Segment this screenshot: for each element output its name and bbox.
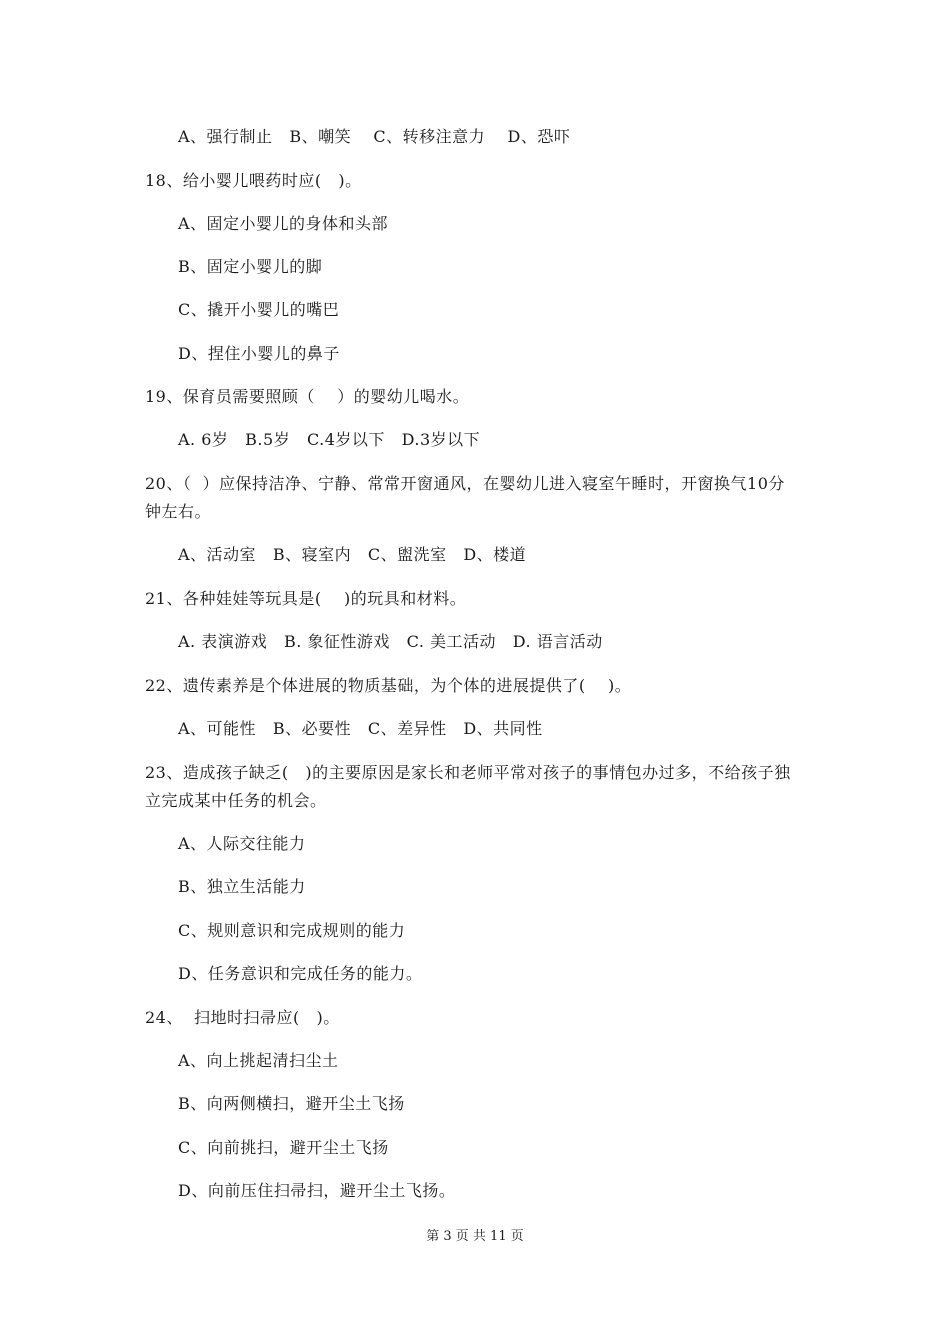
question-21: 21、各种娃娃等玩具是( )的玩具和材料。 <box>145 589 467 608</box>
q23-option-c: C、规则意识和完成规则的能力 <box>178 921 406 940</box>
q22-options: A、可能性 B、必要性 C、差异性 D、共同性 <box>178 719 543 738</box>
q18-option-b: B、固定小婴儿的脚 <box>178 257 323 276</box>
q18-option-d: D、捏住小婴儿的鼻子 <box>178 344 340 363</box>
q18-option-c: C、撬开小婴儿的嘴巴 <box>178 300 340 319</box>
q24-option-d: D、向前压住扫帚扫，避开尘土飞扬。 <box>178 1181 456 1200</box>
q17-options: A、强行制止 B、嘲笑 C、转移注意力 D、恐吓 <box>178 127 571 146</box>
q19-options: A. 6岁 B.5岁 C.4岁以下 D.3岁以下 <box>178 430 481 449</box>
question-23-cont: 立完成某中任务的机会。 <box>145 791 327 810</box>
page-footer: 第 3 页 共 11 页 <box>426 1229 524 1244</box>
q20-options: A、活动室 B、寝室内 C、盥洗室 D、楼道 <box>178 545 527 564</box>
question-22: 22、遗传素养是个体进展的物质基础，为个体的进展提供了( )。 <box>145 676 632 695</box>
q23-option-d: D、任务意识和完成任务的能力。 <box>178 964 423 983</box>
question-24: 24、 扫地时扫帚应( )。 <box>145 1008 340 1027</box>
q18-option-a: A、固定小婴儿的身体和头部 <box>178 214 389 233</box>
q24-option-a: A、向上挑起清扫尘土 <box>178 1051 339 1070</box>
q24-option-b: B、向两侧横扫，避开尘土飞扬 <box>178 1094 405 1113</box>
question-20-cont: 钟左右。 <box>145 502 212 521</box>
q23-option-a: A、人际交往能力 <box>178 834 306 853</box>
question-23: 23、造成孩子缺乏( )的主要原因是家长和老师平常对孩子的事情包办过多，不给孩子独 <box>145 763 791 782</box>
q23-option-b: B、独立生活能力 <box>178 877 306 896</box>
question-19: 19、保育员需要照顾（ ）的婴幼儿喝水。 <box>145 387 470 406</box>
question-20: 20、（ ）应保持洁净、宁静、常常开窗通风，在婴幼儿进入寝室午睡时，开窗换气10分 <box>145 474 785 493</box>
q24-option-c: C、向前挑扫，避开尘土飞扬 <box>178 1138 389 1157</box>
question-18: 18、给小婴儿喂药时应( )。 <box>145 171 362 190</box>
q21-options: A. 表演游戏 B. 象征性游戏 C. 美工活动 D. 语言活动 <box>178 632 603 651</box>
